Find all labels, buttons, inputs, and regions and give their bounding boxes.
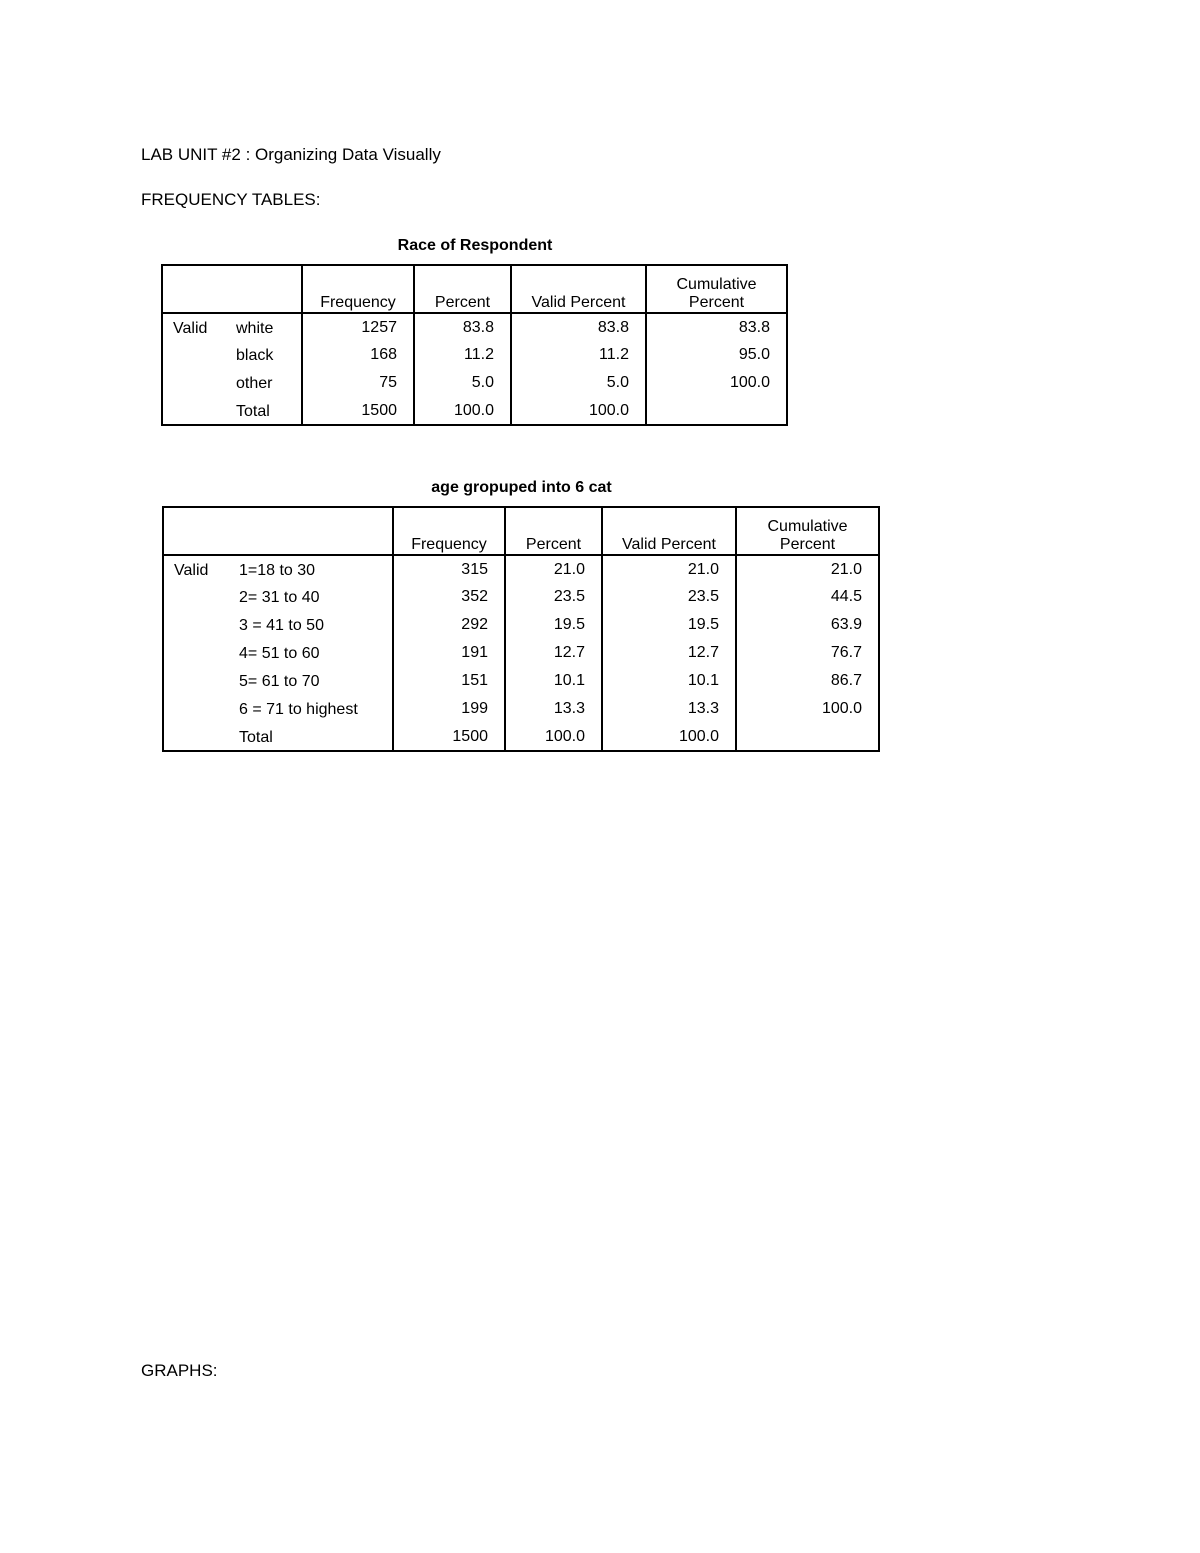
column-header-valid-percent: Valid Percent [511,265,646,313]
frequency-table-race [161,264,788,426]
cell-percent: 13.3 [505,695,602,723]
table-row [163,667,879,695]
header-blank [163,507,393,555]
cell-cumulative-percent: 76.7 [736,639,879,667]
table-row [163,611,879,639]
column-header-percent: Percent [414,265,511,313]
table-body [163,555,879,751]
column-header-valid-percent: Valid Percent [602,507,736,555]
table-row [163,695,879,723]
cell-cumulative-percent: 63.9 [736,611,879,639]
cell-valid-percent: 83.8 [511,313,646,341]
cell-percent: 23.5 [505,583,602,611]
row-label: 4= 51 to 60 [239,645,320,662]
cell-valid-percent: 13.3 [602,695,736,723]
row-group-label [163,583,235,611]
row-group-label [162,369,232,397]
cell-valid-percent: 100.0 [602,723,736,751]
cell-percent: 5.0 [414,369,511,397]
cell-percent: 12.7 [505,639,602,667]
cell-percent: 10.1 [505,667,602,695]
cell-frequency: 1500 [393,723,505,751]
row-group-label [163,695,235,723]
cell-valid-percent: 11.2 [511,341,646,369]
cell-cumulative-percent: 86.7 [736,667,879,695]
section-heading-frequency-tables: FREQUENCY TABLES: [141,190,321,209]
cell-percent: 100.0 [505,723,602,751]
row-group-label: Valid [174,561,209,579]
cell-cumulative-percent [646,397,787,425]
table-row [162,397,787,425]
row-label: 1=18 to 30 [239,561,316,579]
row-label: black [236,347,274,364]
cell-valid-percent: 12.7 [602,639,736,667]
column-header-cumulative-percent: Cumulative Percent [646,265,787,313]
cell-cumulative-percent: 100.0 [736,695,879,723]
row-group-label [162,341,232,369]
header-blank [162,265,302,313]
row-group-label [163,611,235,639]
cell-cumulative-percent: 44.5 [736,583,879,611]
cell-frequency: 1257 [302,313,414,341]
table-row [163,583,879,611]
cell-cumulative-percent [736,723,879,751]
table-row [162,313,787,341]
table-row [163,723,879,751]
cell-valid-percent: 5.0 [511,369,646,397]
cell-frequency: 352 [393,583,505,611]
column-header-frequency: Frequency [302,265,414,313]
row-label: 3 = 41 to 50 [239,617,324,634]
table-title-race: Race of Respondent [397,237,553,254]
table-title-age: age gropuped into 6 cat [431,479,612,496]
section-heading-graphs: GRAPHS: [141,1361,218,1380]
row-label: Total [239,728,273,746]
row-group-label [163,639,235,667]
row-group-label [163,723,235,751]
cell-percent: 83.8 [414,313,511,341]
column-header-frequency: Frequency [393,507,505,555]
cell-frequency: 199 [393,695,505,723]
cell-valid-percent: 21.0 [602,555,736,583]
row-label: white [236,319,274,337]
frequency-table-age [162,506,880,752]
cell-cumulative-percent: 21.0 [736,555,879,583]
cell-percent: 100.0 [414,397,511,425]
row-group-label [162,397,232,425]
cell-frequency: 1500 [302,397,414,425]
cell-cumulative-percent: 100.0 [646,369,787,397]
cell-frequency: 168 [302,341,414,369]
table-row [162,369,787,397]
row-group-label: Valid [173,319,208,337]
cell-frequency: 292 [393,611,505,639]
cell-percent: 21.0 [505,555,602,583]
cell-valid-percent: 100.0 [511,397,646,425]
table-row [163,639,879,667]
cell-frequency: 191 [393,639,505,667]
cell-frequency: 315 [393,555,505,583]
document-title: LAB UNIT #2 : Organizing Data Visually [141,145,441,164]
cell-cumulative-percent: 83.8 [646,313,787,341]
column-header-percent: Percent [505,507,602,555]
table-row [163,555,879,583]
cell-frequency: 151 [393,667,505,695]
cell-cumulative-percent: 95.0 [646,341,787,369]
column-header-cumulative-percent: Cumulative Percent [736,507,879,555]
cell-valid-percent: 23.5 [602,583,736,611]
row-label: 5= 61 to 70 [239,673,320,690]
table-row [162,341,787,369]
cell-valid-percent: 10.1 [602,667,736,695]
row-label: 2= 31 to 40 [239,589,320,606]
table-body [162,313,787,425]
row-group-label [163,667,235,695]
row-label: Total [236,402,270,420]
cell-percent: 11.2 [414,341,511,369]
row-label: 6 = 71 to highest [239,701,358,718]
row-label: other [236,375,273,392]
cell-valid-percent: 19.5 [602,611,736,639]
cell-frequency: 75 [302,369,414,397]
cell-percent: 19.5 [505,611,602,639]
